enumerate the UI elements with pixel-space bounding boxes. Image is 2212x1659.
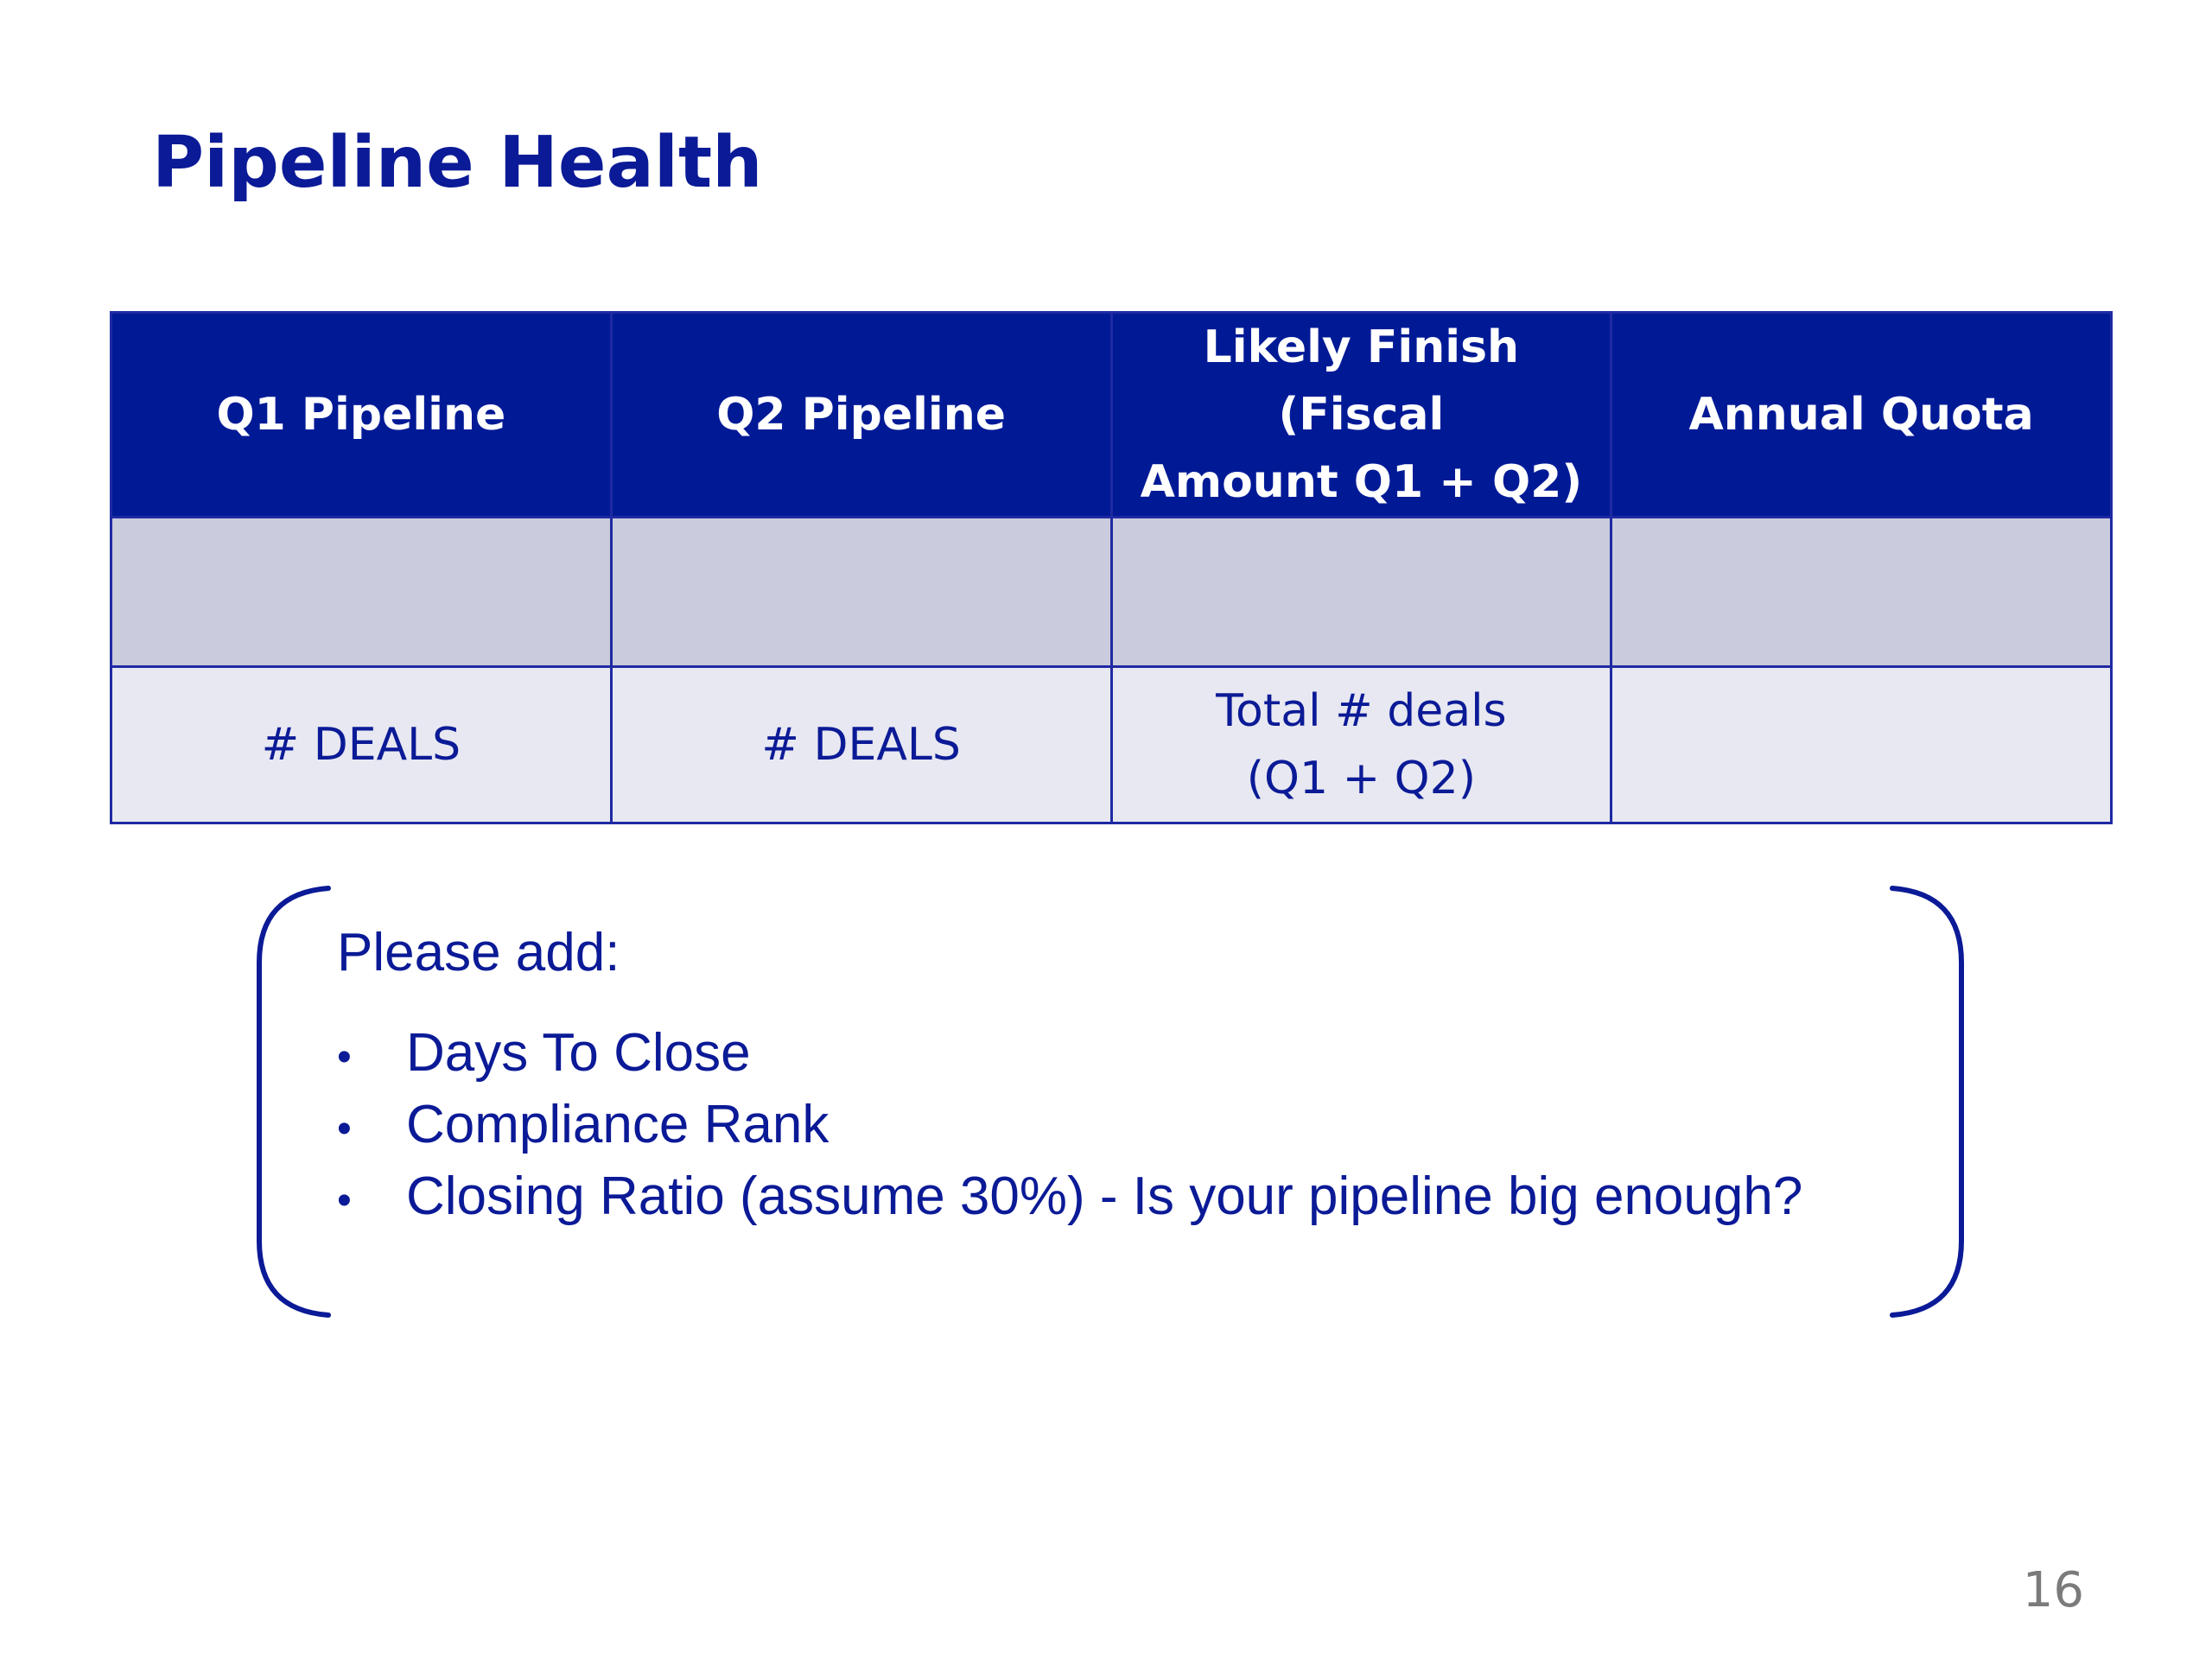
table-row-amounts [111, 518, 2112, 667]
bullet-icon: • [337, 1034, 352, 1080]
header-q2-pipeline [611, 313, 1111, 518]
cell-quota-deals[interactable] [1611, 667, 2112, 823]
header-likely-finish-line1: Likely Finish (Fiscal [1203, 321, 1520, 441]
cell-q1-deals[interactable] [111, 667, 612, 823]
header-q1-pipeline [111, 313, 612, 518]
header-annual-quota-label: Annual Quota [1688, 389, 2034, 441]
left-bracket [259, 888, 328, 1315]
slide-title: Pipeline Health [152, 122, 763, 204]
cell-q1-deals-label: # DEALS [261, 719, 461, 771]
cell-total-deals-line1: Total # deals [1216, 685, 1507, 737]
header-q2-pipeline-label: Q2 Pipeline [716, 389, 1007, 441]
header-annual-quota [1611, 313, 2112, 518]
header-likely-finish [1111, 313, 1611, 518]
header-q1-pipeline-label: Q1 Pipeline [216, 389, 506, 441]
list-item-text: Days To Close [406, 1023, 751, 1083]
bullet-icon: • [337, 1106, 352, 1152]
list-item [337, 1091, 1802, 1163]
list-item-text: Compliance Rank [406, 1095, 830, 1154]
list-item-text: Closing Ratio (assume 30%) - Is your pipeline big enough? [406, 1166, 1803, 1226]
cell-total-deals-line2: (Q1 + Q2) [1246, 753, 1476, 804]
cell-q2-deals[interactable] [611, 667, 1111, 823]
right-bracket [1892, 888, 1961, 1315]
table-header-row [111, 313, 2112, 518]
note-list [337, 1020, 1802, 1235]
list-item [337, 1163, 1802, 1235]
cell-total-deals[interactable] [1111, 667, 1611, 823]
header-likely-finish-line2: Amount Q1 + Q2) [1140, 456, 1583, 508]
cell-likely-finish-amount[interactable] [1111, 518, 1611, 667]
note-heading: Please add: [337, 923, 620, 982]
bullet-icon: • [337, 1178, 352, 1224]
pipeline-table [110, 311, 2113, 824]
list-item [337, 1020, 1802, 1091]
cell-q2-deals-label: # DEALS [761, 719, 961, 771]
page-number: 16 [2022, 1562, 2084, 1618]
cell-q2-amount[interactable] [611, 518, 1111, 667]
cell-q1-amount[interactable] [111, 518, 612, 667]
table-row-deals [111, 667, 2112, 823]
cell-annual-quota-amount[interactable] [1611, 518, 2112, 667]
note-box [256, 885, 1965, 1319]
